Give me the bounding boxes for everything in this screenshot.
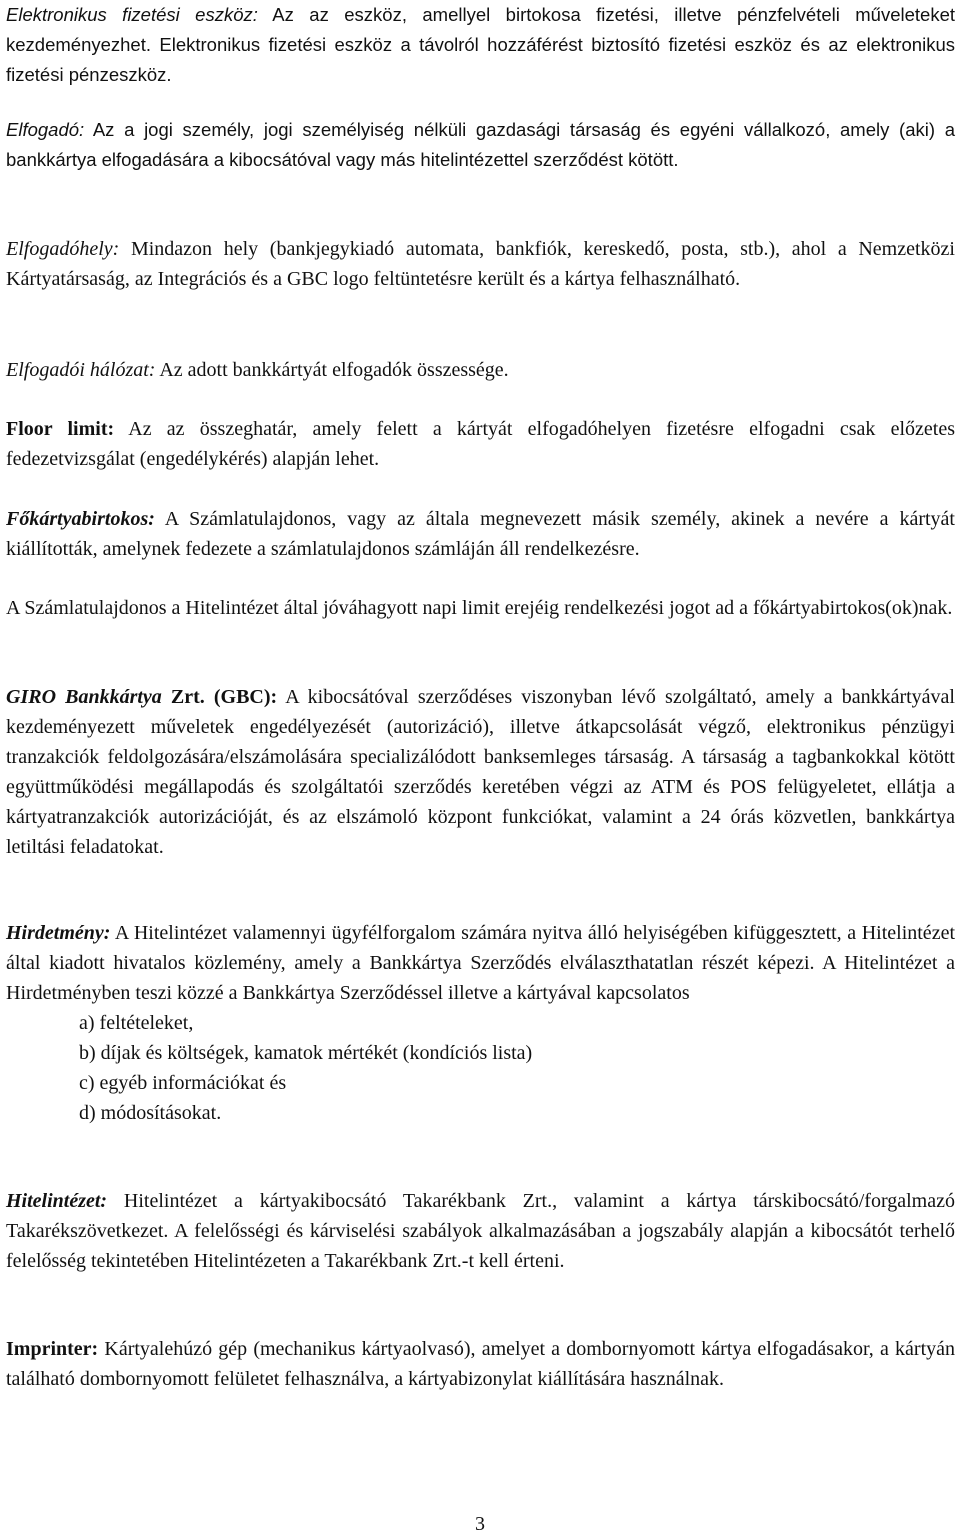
term-label: Elektronikus fizetési eszköz: bbox=[6, 4, 258, 25]
term-label: Elfogadóhely: bbox=[6, 238, 120, 260]
list-item: d) módosításokat. bbox=[79, 1102, 222, 1124]
definition-text: A Számlatulajdonos, vagy az általa megnevezett másik személy, akinek a nevére a kártyát kiállították, amelynek fedezete a számlatulajdonos számláján áll rendelkezésre. bbox=[6, 508, 955, 560]
term-label-suffix: Zrt. (GBC): bbox=[161, 686, 278, 708]
definition-elektronikus-fizetesi-eszkoz bbox=[6, 0, 955, 90]
definition-text: A Hitelintézet valamennyi ügyfélforgalom számára nyitva álló helyiségében kifüggesztett, a Hitelintézet által kiadott hivatalos közlemény, amely a Bankkártya Szerződés elválaszthatatlan részét képezi. A Hitelintézet a Hirdetményben teszi közzé a Bankkártya Szerződéssel illetve a kártyával kapcsolatos bbox=[6, 922, 955, 1004]
list-item: c) egyéb információkat és bbox=[79, 1072, 287, 1094]
term-label: Elfogadó: bbox=[6, 119, 85, 140]
term-label: Hitelintézet: bbox=[6, 1190, 108, 1212]
definition-elfogadoi-halozat bbox=[6, 355, 955, 385]
definition-text: Az az összeghatár, amely felett a kártyát elfogadóhelyen fizetésre elfogadni csak előzetes fedezetvizsgálat (engedélykérés) alapján lehet. bbox=[6, 418, 955, 470]
definition-elfogadohely bbox=[6, 234, 955, 294]
term-label: GIRO Bankkártya bbox=[6, 686, 162, 708]
term-label: Elfogadói hálózat: bbox=[6, 359, 156, 381]
definition-fokartyabirtokos-continued bbox=[6, 593, 955, 623]
term-label: Floor limit: bbox=[6, 418, 115, 440]
definition-text: A kibocsátóval szerződéses viszonyban lévő szolgáltató, amely a bankkártyával kezdeményezett műveletek engedélyezését (autorizáció), illetve átkapcsolását végző, elektronikus pénzügyi tranzakciók feldolgozására/elszámolására specializálódott banksemleges társaság. A társaság a tagbankokkal kötött együttműködési megállapodás és szolgáltatói szerződés keretében végzi az ATM és POS felügyeletet, ellátja a kártyatranzakciók autorizációját, és az elszámoló központ funkciókat, valamint a 24 órás közvetlen, bankkártya letiltási feladatokat. bbox=[6, 686, 955, 858]
hirdetmeny-list bbox=[6, 1008, 955, 1128]
definition-text: Az a jogi személy, jogi személyiség nélküli gazdasági társaság és egyéni vállalkozó, amely (aki) a bankkártya elfogadására a kibocsátóval vagy más hitelintézettel szerződést kötött. bbox=[6, 119, 955, 170]
definition-text: Kártyalehúzó gép (mechanikus kártyaolvasó), amelyet a dombornyomott kártya elfogadásakor, a kártyán található dombornyomott felületet felhasználva, a kártyabizonylat kiállítására használnak. bbox=[6, 1338, 955, 1390]
definition-hirdetmeny bbox=[6, 918, 955, 1128]
term-label: Imprinter: bbox=[6, 1338, 99, 1360]
definition-giro-bankkartya bbox=[6, 682, 955, 862]
list-item: b) díjak és költségek, kamatok mértékét (kondíciós lista) bbox=[79, 1042, 533, 1064]
definition-text: Az az eszköz, amellyel birtokosa fizetési, illetve pénzfelvételi műveleteket kezdeményezhet. Elektronikus fizetési eszköz a távolról hozzáférést biztosító fizetési eszköz és az elektronikus fizetési pénzeszköz. bbox=[6, 4, 955, 85]
definition-text: A Számlatulajdonos a Hitelintézet által jóváhagyott napi limit erejéig rendelkezési jogot ad a főkártyabirtokos(ok)nak. bbox=[6, 597, 953, 619]
term-label: Főkártyabirtokos: bbox=[6, 508, 155, 530]
page-number: 3 bbox=[475, 1513, 485, 1535]
definition-imprinter bbox=[6, 1334, 955, 1394]
definition-hitelintezet bbox=[6, 1186, 955, 1276]
definition-fokartyabirtokos bbox=[6, 504, 955, 564]
definition-text: Hitelintézet a kártyakibocsátó Takarékbank Zrt., valamint a kártya társkibocsátó/forgalmazó Takarékszövetkezet. A felelősségi és kárviselési szabályok alkalmazásában a jogszabály alapján a kibocsátót terhelő felelősség tekintetében Hitelintézeten a Takarékbank Zrt.-t kell érteni. bbox=[6, 1190, 955, 1272]
definition-elfogado bbox=[6, 115, 955, 175]
definition-text: Mindazon hely (bankjegykiadó automata, bankfiók, kereskedő, posta, stb.), ahol a Nemzetközi Kártyatársaság, az Integrációs és a GBC logo feltüntetésre került és a kártya felhasználható. bbox=[6, 238, 955, 290]
definition-floor-limit bbox=[6, 414, 955, 474]
definition-text: Az adott bankkártyát elfogadók összessége. bbox=[155, 359, 509, 381]
definition-paragraph bbox=[6, 918, 955, 1008]
term-label: Hirdetmény: bbox=[6, 922, 111, 944]
list-item: a) feltételeket, bbox=[79, 1012, 194, 1034]
